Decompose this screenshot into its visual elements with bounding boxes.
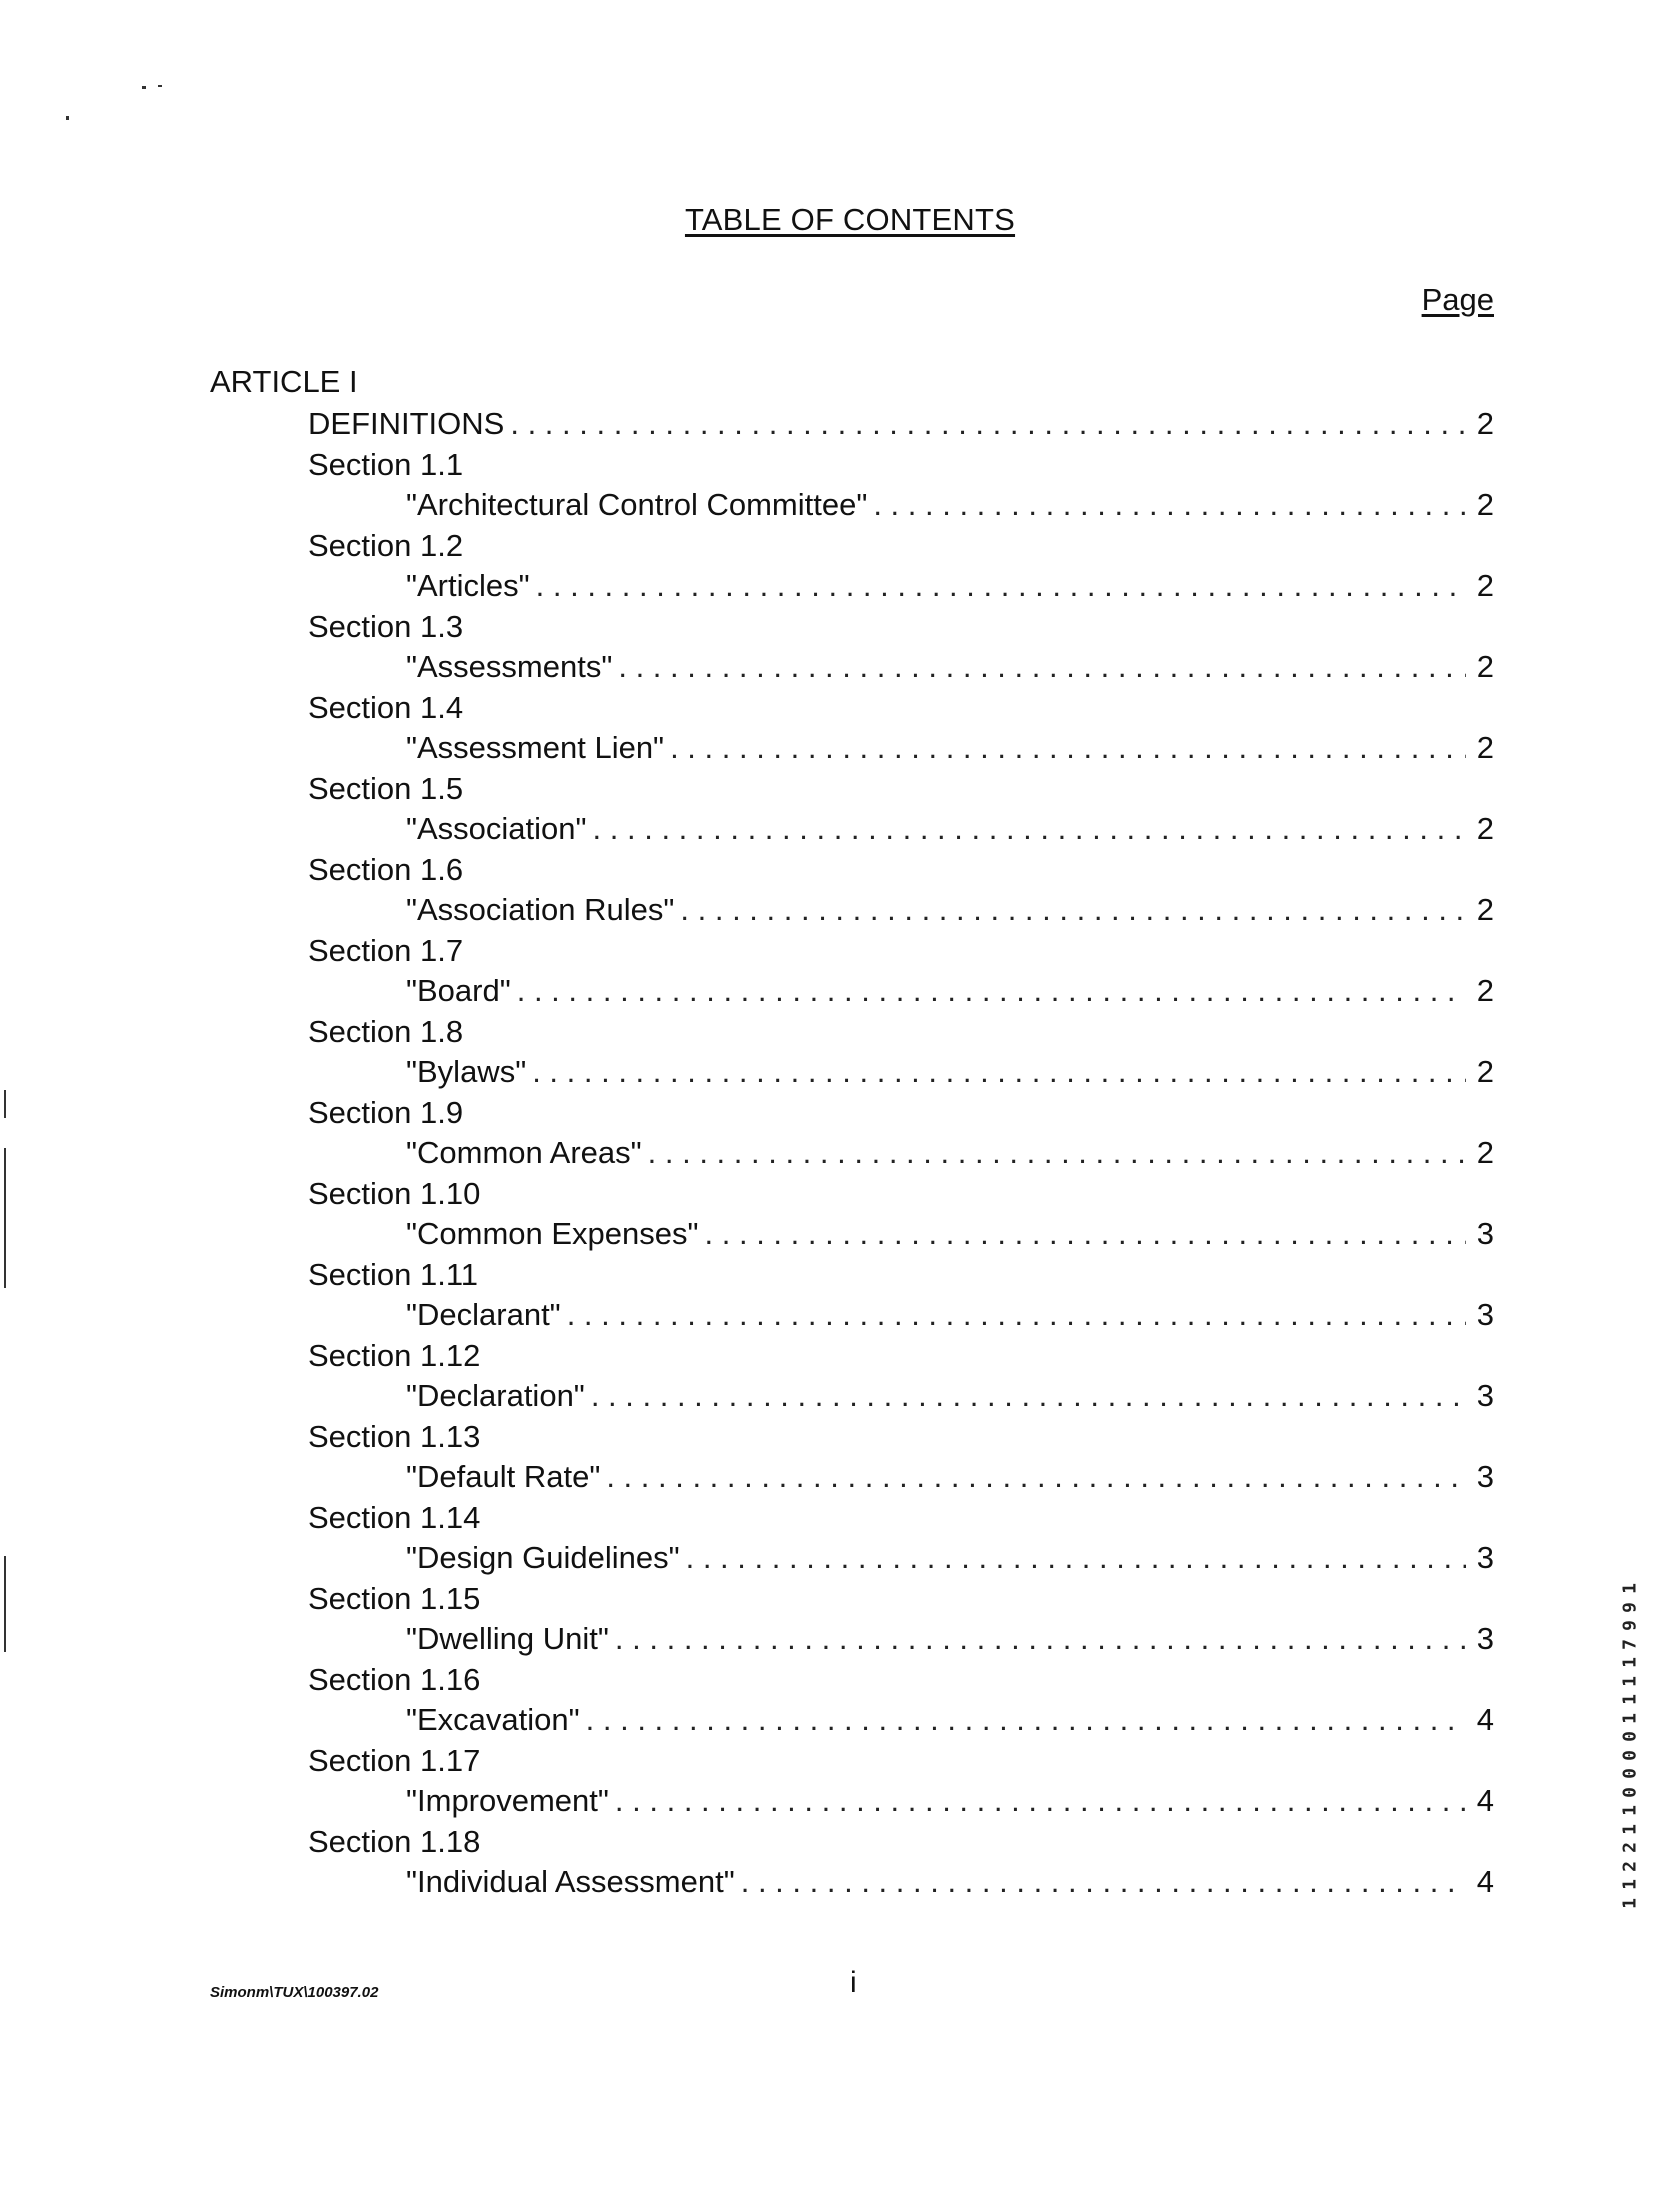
entry-label: "Improvement" (406, 1783, 609, 1818)
entry-label: "Assessment Lien" (406, 730, 665, 765)
page-column-header: Page (1421, 282, 1494, 317)
section-label: Section 1.18 (308, 1823, 481, 1859)
entry-page-number: 2 (1476, 487, 1494, 522)
dot-leader (532, 1052, 1466, 1093)
entry-page-number: 3 (1476, 1297, 1494, 1332)
entry-label: "Assessments" (406, 649, 613, 684)
entry-label: "Individual Assessment" (406, 1864, 735, 1899)
dot-leader (670, 728, 1466, 769)
dot-leader (606, 1457, 1466, 1498)
entry-label: "Default Rate" (406, 1459, 601, 1494)
entry-label: "Common Areas" (406, 1135, 642, 1170)
stamp-char: 0 (1619, 1749, 1641, 1761)
entry-page-number: 4 (1476, 1783, 1494, 1818)
toc-entry (0, 1781, 1494, 1822)
dot-leader (510, 404, 1466, 445)
entry-label: "Dwelling Unit" (406, 1621, 609, 1656)
stamp-char: 1 (1619, 1879, 1641, 1890)
stamp-char: 1 (1619, 1583, 1641, 1594)
toc-section-number (0, 445, 1671, 486)
toc-entry (0, 1133, 1494, 1174)
stamp-char: 1 (1619, 1805, 1641, 1816)
entry-page-number: 3 (1476, 1540, 1494, 1575)
toc-entry (0, 1376, 1494, 1417)
toc-entry (0, 1295, 1494, 1336)
stamp-char: 0 (1619, 1786, 1641, 1798)
dot-leader (680, 890, 1466, 931)
toc-entry (0, 1619, 1494, 1660)
toc-entry (0, 1862, 1494, 1903)
toc-entry (0, 485, 1494, 526)
toc-section-number (0, 1012, 1671, 1053)
entry-page-number: 2 (1476, 406, 1494, 441)
toc-entry (0, 809, 1494, 850)
section-label: Section 1.14 (308, 1499, 481, 1535)
toc-entry (0, 1700, 1494, 1741)
stamp-char: 0 (1619, 1768, 1641, 1779)
entry-label: "Declarant" (406, 1297, 561, 1332)
section-label: Section 1.6 (308, 851, 464, 887)
toc-entry (0, 728, 1494, 769)
stamp-char: 1 (1619, 1712, 1641, 1724)
dot-leader (536, 566, 1466, 607)
page-number: i (850, 1966, 857, 1999)
section-label: Section 1.16 (308, 1661, 481, 1697)
section-label: Section 1.7 (308, 932, 464, 968)
article-label: ARTICLE I (210, 364, 358, 399)
entry-page-number: 2 (1476, 811, 1494, 846)
toc-section-number (0, 769, 1671, 810)
dot-leader (615, 1619, 1466, 1660)
entry-label: "Board" (406, 973, 511, 1008)
dot-leader (741, 1862, 1466, 1903)
entry-page-number: 2 (1476, 649, 1494, 684)
toc-entry (0, 1457, 1494, 1498)
dot-leader (615, 1781, 1466, 1822)
toc-entry (0, 1052, 1494, 1093)
entry-page-number: 2 (1476, 973, 1494, 1008)
stamp-char: 1 (1619, 1823, 1641, 1835)
dot-leader (618, 647, 1466, 688)
entry-page-number: 3 (1476, 1621, 1494, 1656)
entry-label: "Articles" (406, 568, 530, 603)
stamp-char: 1 (1619, 1675, 1641, 1687)
stamp-char: 2 (1619, 1860, 1641, 1872)
toc-section-number (0, 1741, 1671, 1782)
entry-page-number: 2 (1476, 1135, 1494, 1170)
section-label: Section 1.17 (308, 1742, 481, 1778)
section-label: Section 1.12 (308, 1337, 481, 1373)
toc-section-number (0, 688, 1671, 729)
dot-leader (648, 1133, 1466, 1174)
scan-speck (142, 86, 146, 89)
toc-heading (0, 404, 1494, 445)
entry-label: "Common Expenses" (406, 1216, 699, 1251)
stamp-char: 0 (1619, 1731, 1641, 1742)
toc-entry (0, 971, 1494, 1012)
toc-section-number (0, 1417, 1671, 1458)
entry-label: "Association Rules" (406, 892, 675, 927)
stamp-char: 1 (1619, 1897, 1641, 1909)
section-label: Section 1.10 (308, 1175, 481, 1211)
entry-label: "Declaration" (406, 1378, 585, 1413)
toc-section-number (0, 607, 1671, 648)
entry-label: "Bylaws" (406, 1054, 527, 1089)
section-label: Section 1.1 (308, 446, 464, 482)
toc-entry (0, 566, 1494, 607)
recording-stamp (1618, 1578, 1642, 1918)
entry-label: "Architectural Control Committee" (406, 487, 868, 522)
entry-page-number: 2 (1476, 1054, 1494, 1089)
stamp-char: 1 (1619, 1657, 1641, 1668)
file-reference: Simonm\TUX\100397.02 (210, 1984, 379, 2001)
entry-page-number: 3 (1476, 1216, 1494, 1251)
section-label: Section 1.15 (308, 1580, 481, 1616)
toc-list (0, 404, 1671, 1903)
entry-label: "Excavation" (406, 1702, 580, 1737)
dot-leader (586, 1700, 1466, 1741)
dot-leader (593, 809, 1466, 850)
toc-entry (0, 1538, 1494, 1579)
toc-entry (0, 647, 1494, 688)
entry-page-number: 4 (1476, 1864, 1494, 1899)
dot-leader (686, 1538, 1466, 1579)
entry-page-number: 2 (1476, 730, 1494, 765)
section-label: Section 1.5 (308, 770, 464, 806)
section-label: Section 1.3 (308, 608, 464, 644)
stamp-char: 9 (1619, 1620, 1641, 1631)
dot-leader (517, 971, 1466, 1012)
dot-leader (873, 485, 1466, 526)
stamp-char: 7 (1619, 1638, 1641, 1650)
dot-leader (705, 1214, 1466, 1255)
scan-speck (158, 85, 162, 87)
toc-section-number (0, 526, 1671, 567)
toc-section-number (0, 1660, 1671, 1701)
toc-entry (0, 890, 1494, 931)
toc-section-number (0, 931, 1671, 972)
section-label: Section 1.2 (308, 527, 464, 563)
scan-speck (66, 116, 69, 120)
toc-title: TABLE OF CONTENTS (684, 202, 1016, 237)
entry-label: "Association" (406, 811, 587, 846)
toc-section-number (0, 1174, 1671, 1215)
toc-entry (0, 1214, 1494, 1255)
entry-page-number: 3 (1476, 1459, 1494, 1494)
entry-page-number: 3 (1476, 1378, 1494, 1413)
entry-label: DEFINITIONS (308, 406, 505, 441)
entry-page-number: 2 (1476, 568, 1494, 603)
stamp-char: 2 (1619, 1842, 1641, 1853)
dot-leader (567, 1295, 1466, 1336)
toc-section-number (0, 1255, 1671, 1296)
toc-section-number (0, 1336, 1671, 1377)
section-label: Section 1.8 (308, 1013, 464, 1049)
section-label: Section 1.13 (308, 1418, 481, 1454)
entry-page-number: 2 (1476, 892, 1494, 927)
section-label: Section 1.11 (308, 1256, 479, 1292)
dot-leader (591, 1376, 1466, 1417)
toc-section-number (0, 1093, 1671, 1134)
toc-section-number (0, 1579, 1671, 1620)
toc-section-number (0, 850, 1671, 891)
toc-section-number (0, 1822, 1671, 1863)
stamp-char: 9 (1619, 1601, 1641, 1613)
section-label: Section 1.9 (308, 1094, 464, 1130)
stamp-char: 1 (1619, 1694, 1641, 1705)
entry-page-number: 4 (1476, 1702, 1494, 1737)
toc-section-number (0, 1498, 1671, 1539)
section-label: Section 1.4 (308, 689, 464, 725)
entry-label: "Design Guidelines" (406, 1540, 680, 1575)
